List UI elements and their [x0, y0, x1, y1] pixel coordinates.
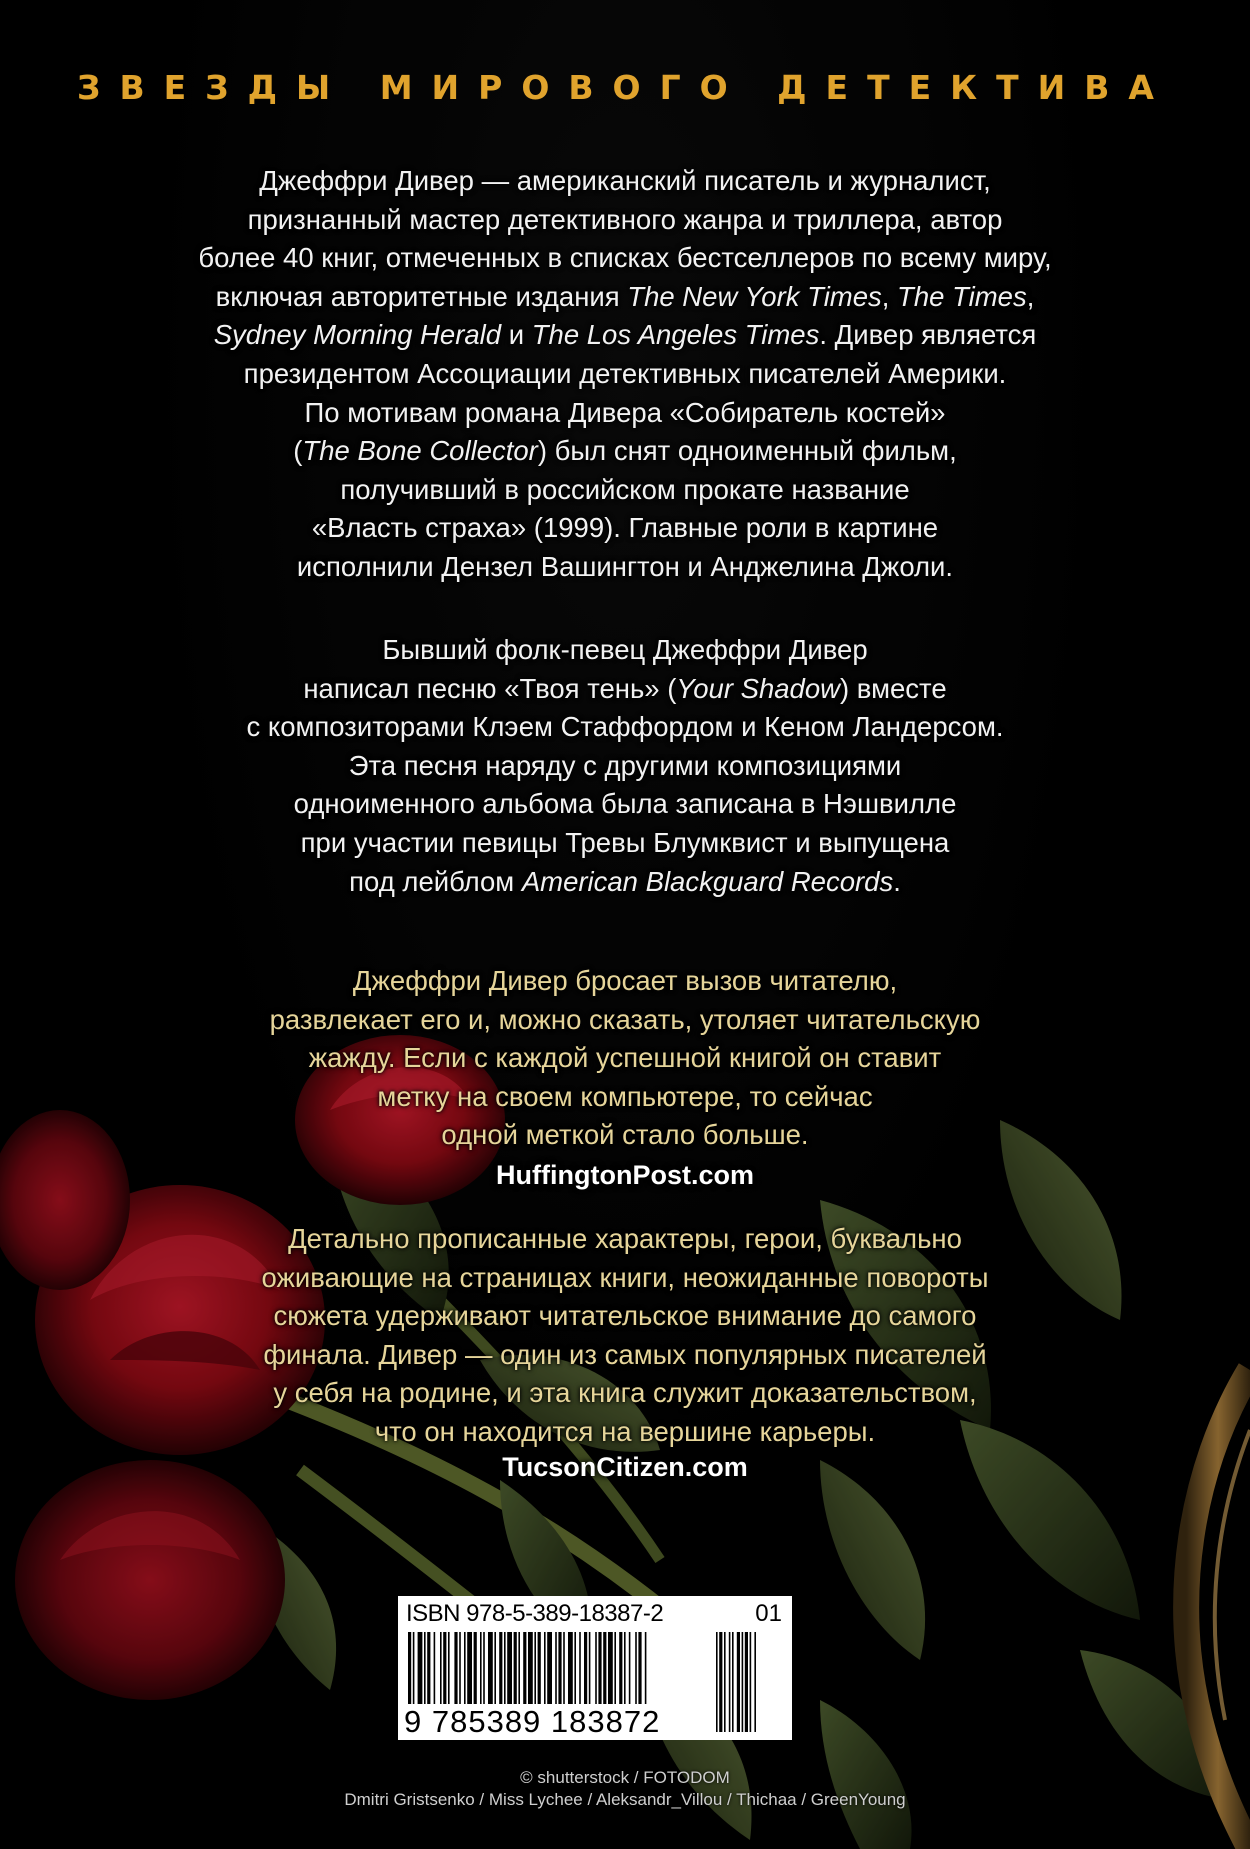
- bio-line: Джеффри Дивер — американский писатель и журналист,: [259, 165, 991, 196]
- music-line: с композиторами Клэем Стаффордом и Кеном Ландерсом.: [246, 711, 1004, 743]
- quote-line: сюжета удерживают читательское внимание до самого: [273, 1300, 977, 1332]
- barcode-bar: [624, 1632, 626, 1704]
- bio-line: исполнили Дензел Вашингтон и Анджелина Джоли.: [296, 550, 954, 582]
- music-line: Бывший фолк-певец Джеффри Дивер: [382, 634, 868, 665]
- photo-credits-line-2: Dmitri Gristsenko / Miss Lychee / Aleksandr_Villou / Thichaa / GreenYoung: [344, 1790, 906, 1809]
- quote-line: Детально прописанные характеры, герои, буквально: [288, 1223, 962, 1254]
- barcode-bar: [467, 1632, 472, 1704]
- barcode-bar: [645, 1632, 647, 1704]
- barcode-bar: [558, 1632, 561, 1704]
- barcode-bar: [494, 1632, 496, 1704]
- bio-line: более 40 книг, отмеченных в списках бестселлеров по всему миру,: [198, 242, 1052, 274]
- quote-line: развлекает его и, можно сказать, утоляет читательскую: [269, 1003, 981, 1035]
- barcode-digits: 9 785389 183872: [404, 1704, 661, 1739]
- barcode-bar: [555, 1632, 557, 1704]
- music-line: написал песню «Твоя тень» (Your Shadow) вместе: [303, 672, 947, 704]
- author-bio: [95, 162, 1155, 587]
- publication-title: Sydney Morning Herald: [213, 319, 502, 351]
- barcode-bar: [488, 1632, 493, 1704]
- bio-line: По мотивам романа Дивера «Собиратель костей»: [304, 396, 946, 428]
- label-name: American Blackguard Records: [521, 865, 894, 897]
- publication-title: The Times: [897, 280, 1027, 312]
- barcode-bar: [563, 1632, 565, 1704]
- publication-title: The Los Angeles Times: [531, 319, 820, 351]
- barcode-bar: [474, 1632, 477, 1704]
- quote-line: одной меткой стало больше.: [441, 1119, 809, 1151]
- quote-line: что он находится на вершине карьеры.: [374, 1415, 876, 1447]
- isbn-number: ISBN 978-5-389-18387-2: [406, 1600, 664, 1627]
- barcode-bar: [440, 1632, 442, 1704]
- bio-line: получивший в российском прокате название: [340, 473, 910, 505]
- series-title: ЗВЕЗДЫ МИРОВОГО ДЕТЕКТИВА: [77, 68, 1173, 107]
- barcode-bar: [534, 1632, 536, 1704]
- barcode-bar: [454, 1632, 457, 1704]
- barcode-bar: [528, 1632, 533, 1704]
- isbn-addon-code: 01: [755, 1600, 782, 1627]
- barcode-bar: [507, 1632, 512, 1704]
- barcode-bar: [638, 1632, 641, 1704]
- bio-line: «Власть страха» (1999). Главные роли в картине: [311, 512, 939, 544]
- barcode-bar: [464, 1632, 466, 1704]
- barcode-bar: [608, 1632, 613, 1704]
- barcode-bar: [523, 1632, 526, 1704]
- quote-line: оживающие на страницах книги, неожиданные повороты: [261, 1261, 989, 1293]
- quote-source-tucsoncitizen: TucsonCitizen.com: [502, 1452, 748, 1482]
- barcode-bar: [480, 1632, 482, 1704]
- barcode-bar: [595, 1632, 597, 1704]
- music-line: одноименного альбома была записана в Нэшвилле: [293, 788, 957, 820]
- barcode-bar: [629, 1632, 631, 1704]
- review-quote-2: [95, 1220, 1155, 1452]
- bio-line: (The Bone Collector) был снят одноименный фильм,: [293, 435, 957, 467]
- barcode-bar: [547, 1632, 552, 1704]
- barcode-bar: [413, 1632, 415, 1704]
- music-line: при участии певицы Тревы Блумквист и выпущена: [300, 826, 950, 858]
- barcode-bar: [574, 1632, 576, 1704]
- novel-title: The Bone Collector: [302, 435, 538, 467]
- publication-title: The New York Times: [627, 280, 882, 312]
- isbn-barcode: [398, 1596, 792, 1740]
- bio-line: признанный мастер детективного жанра и триллера, автор: [247, 203, 1003, 235]
- barcode-bar: [538, 1632, 541, 1704]
- music-line: Эта песня наряду с другими композициями: [348, 749, 902, 781]
- barcode-bar: [598, 1632, 601, 1704]
- quote-line: финала. Дивер — один из самых популярных писателей: [263, 1338, 987, 1370]
- barcode-bar: [514, 1632, 517, 1704]
- barcode-bar: [443, 1632, 446, 1704]
- review-quote-1: [95, 962, 1155, 1155]
- barcode-bar: [518, 1632, 520, 1704]
- quote-line: жажду. Если с каждой успешной книгой он ставит: [308, 1042, 942, 1074]
- quote-line: Джеффри Дивер бросает вызов читателю,: [352, 965, 898, 996]
- barcode-bar: [635, 1632, 637, 1704]
- photo-credits-line-1: © shutterstock / FOTODOM: [520, 1768, 730, 1787]
- barcode-bar: [544, 1632, 546, 1704]
- bio-line: президентом Ассоциации детективных писателей Америки.: [243, 357, 1007, 389]
- bio-line: включая авторитетные издания The New York Times, The Times,: [215, 280, 1035, 312]
- barcode-bar: [584, 1632, 587, 1704]
- barcode-bar: [568, 1632, 573, 1704]
- barcode-bar: [499, 1632, 502, 1704]
- barcode-bar: [427, 1632, 430, 1704]
- barcode-bar: [483, 1632, 485, 1704]
- quote-line: метку на своем компьютере, то сейчас: [377, 1080, 873, 1112]
- music-paragraph: [95, 631, 1155, 901]
- barcode-bar: [434, 1632, 436, 1704]
- song-title: Your Shadow: [676, 672, 840, 704]
- barcode-bar: [579, 1632, 581, 1704]
- barcode-bar: [418, 1632, 423, 1704]
- quote-line: у себя на родине, и эта книга служит доказательством,: [273, 1377, 977, 1409]
- barcode-bar: [424, 1632, 426, 1704]
- bio-line: Sydney Morning Herald и The Los Angeles Times. Дивер является: [213, 319, 1037, 351]
- barcode-bar: [614, 1632, 616, 1704]
- barcode-bar: [408, 1632, 411, 1704]
- barcode-bar: [589, 1632, 591, 1704]
- music-line: под лейблом American Blackguard Records.: [349, 865, 901, 897]
- barcode-bar: [448, 1632, 450, 1704]
- quote-source-huffingtonpost: HuffingtonPost.com: [496, 1160, 754, 1190]
- barcode-bar: [504, 1632, 506, 1704]
- barcode-bar: [619, 1632, 622, 1704]
- barcode-bar: [603, 1632, 606, 1704]
- barcode-bar: [459, 1632, 461, 1704]
